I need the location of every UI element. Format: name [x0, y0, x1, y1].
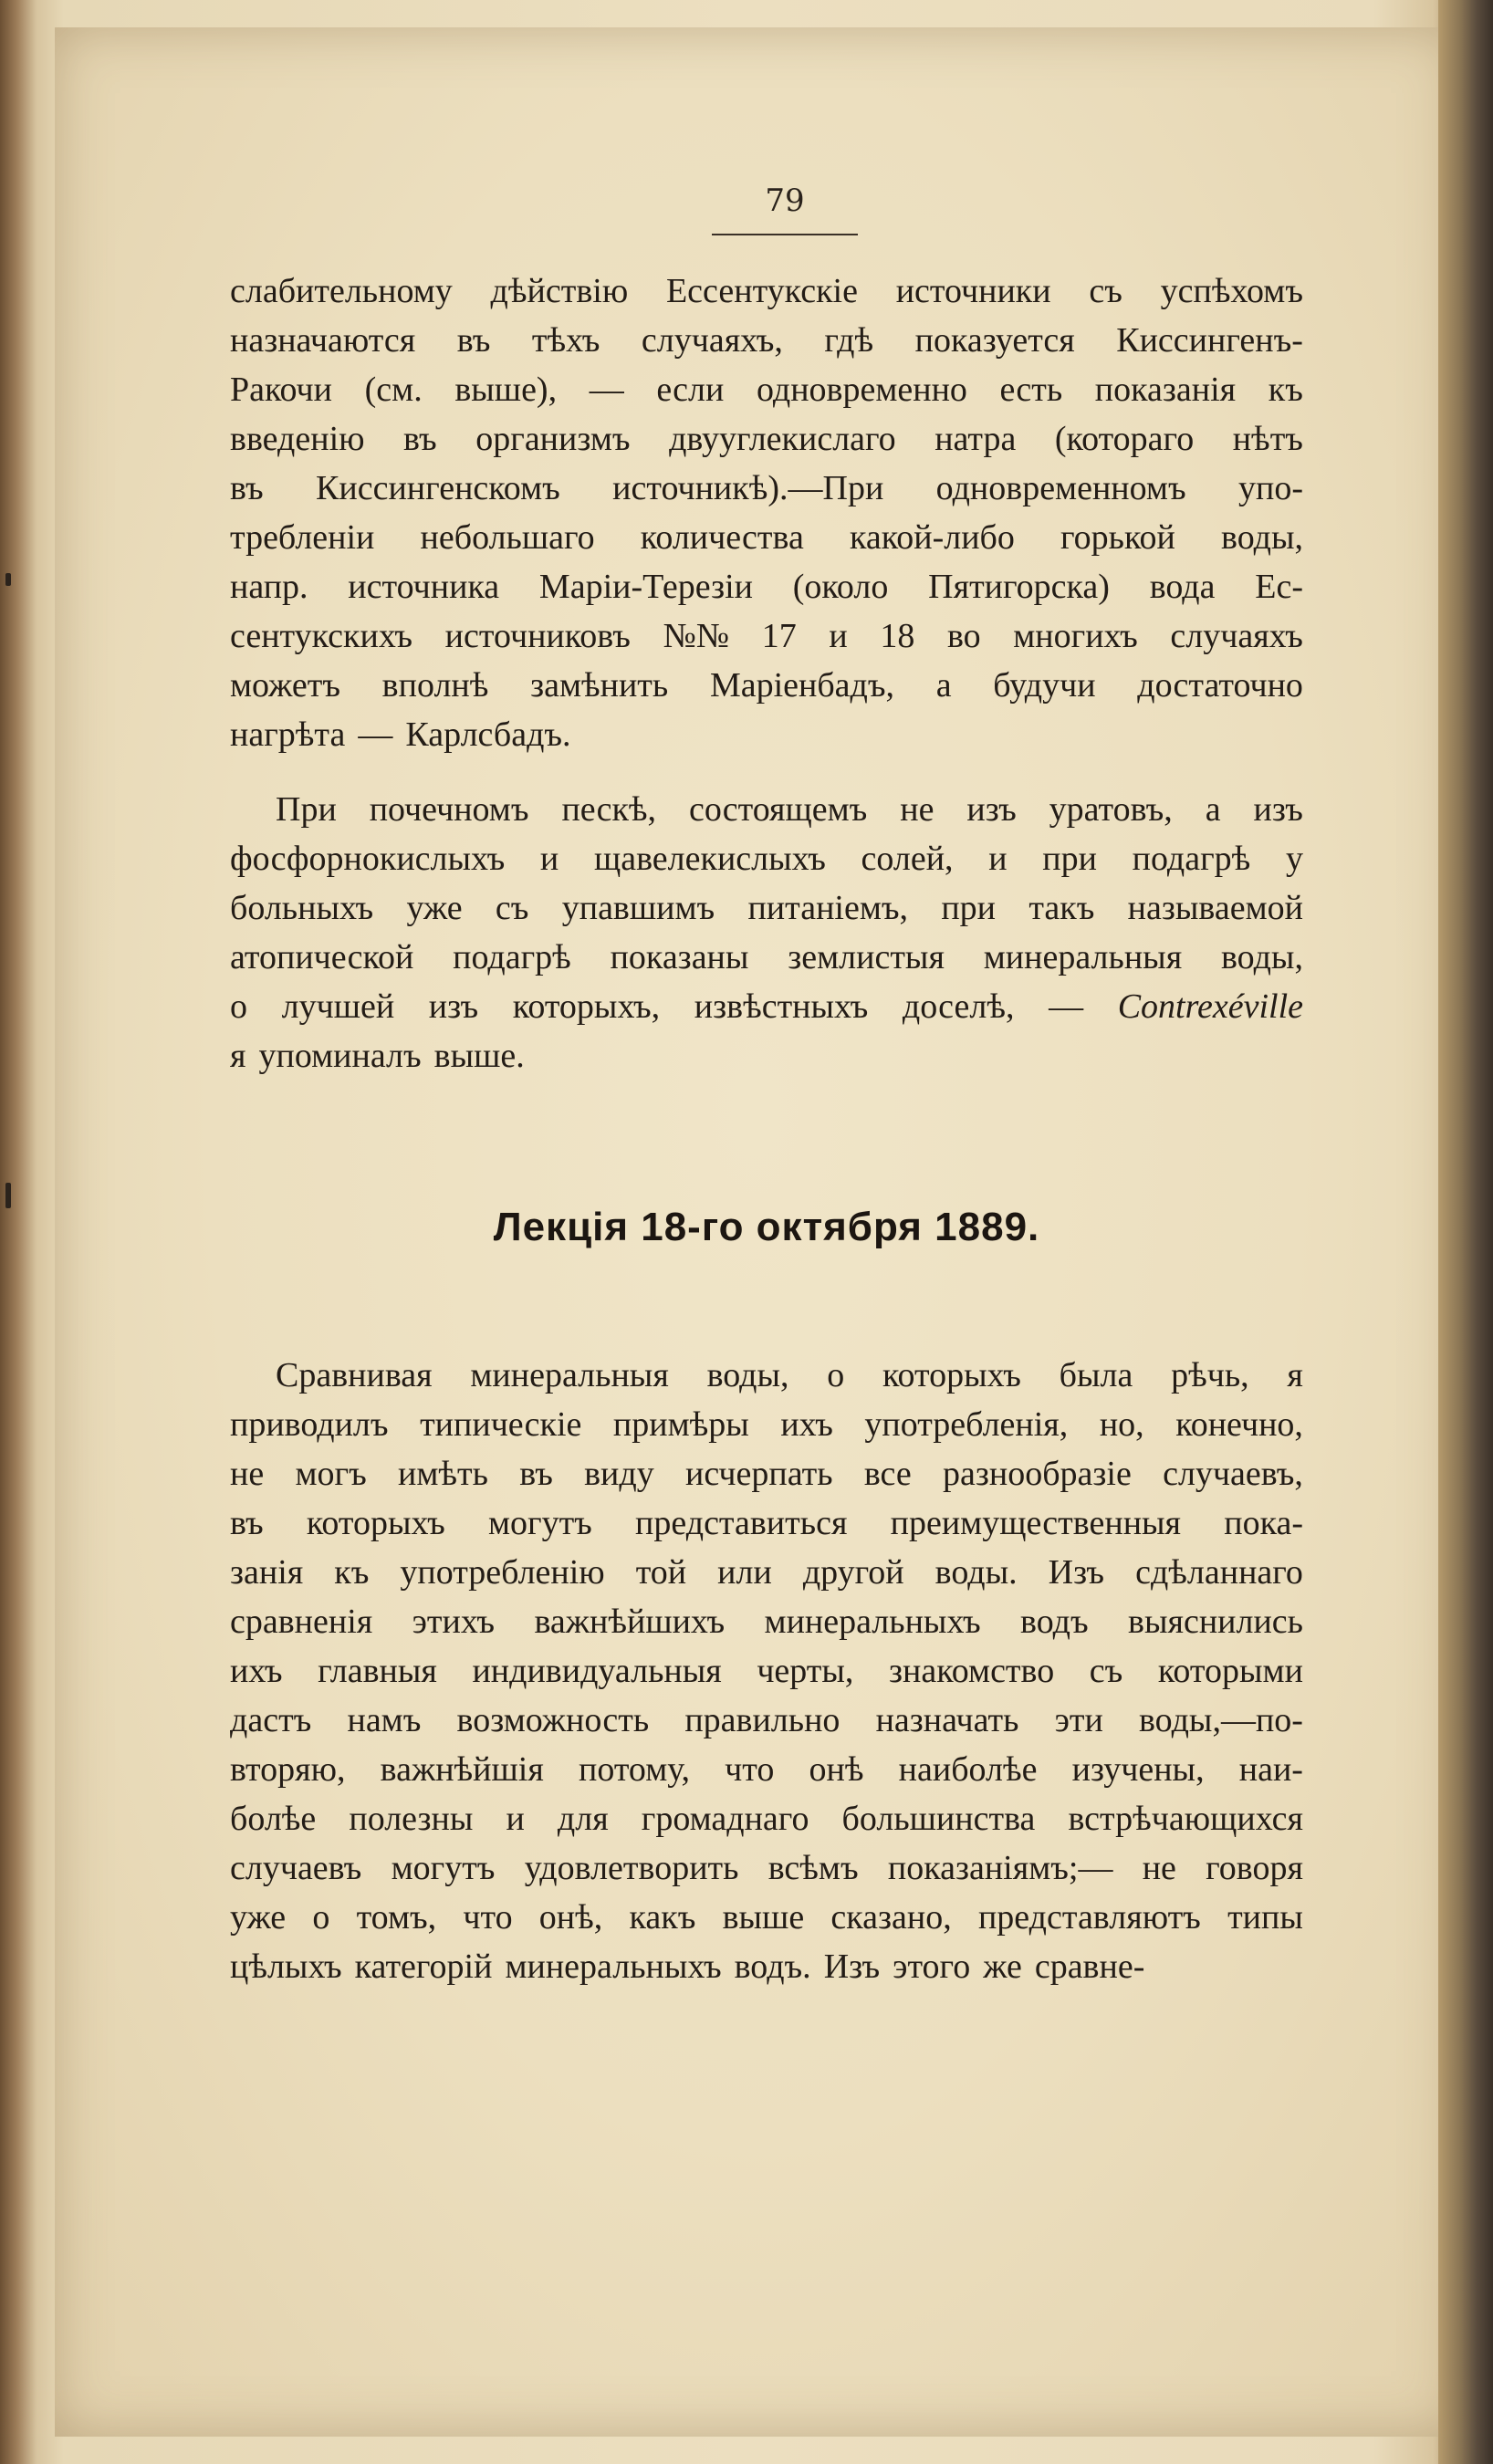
word: —	[589, 371, 624, 409]
text-line	[230, 562, 1303, 611]
text-line	[230, 883, 1303, 933]
word: и	[506, 1800, 525, 1838]
word: о	[827, 1356, 845, 1394]
word: представиться	[635, 1504, 848, 1542]
word: вполнѣ	[381, 666, 489, 705]
word: требленiи	[230, 518, 375, 557]
word: питанiемъ,	[747, 889, 909, 927]
word: лучшей	[281, 987, 395, 1026]
text-line	[230, 365, 1303, 414]
word: типическiе	[420, 1405, 582, 1444]
word: такъ	[1028, 889, 1095, 927]
word: небольшаго	[420, 518, 595, 557]
word: что	[725, 1750, 775, 1789]
word: въ	[230, 469, 264, 507]
book-edge	[1438, 0, 1493, 2464]
word: сентукскихъ	[230, 617, 413, 655]
word: категорiй	[354, 1947, 493, 1986]
word: уже	[406, 889, 463, 927]
lecture-heading: Лекцiя 18-го октября 1889.	[493, 1205, 1040, 1249]
word: уже	[230, 1898, 287, 1937]
text-line	[230, 1351, 1303, 1400]
word: случаевъ	[230, 1849, 362, 1887]
word: Изъ	[823, 1947, 881, 1986]
word: пескѣ,	[561, 790, 657, 829]
text-line	[230, 710, 1303, 759]
word: воды,—по-	[1138, 1701, 1303, 1739]
text-line	[230, 266, 1303, 316]
word: больныхъ	[230, 889, 374, 927]
text-line	[230, 1597, 1303, 1646]
word: этихъ	[412, 1603, 496, 1641]
word: преимущественныя	[890, 1504, 1182, 1542]
word: слабительному	[230, 272, 453, 310]
word: правильно	[684, 1701, 840, 1739]
word: землистыя	[788, 938, 945, 976]
word: я	[1287, 1356, 1303, 1394]
word: Изъ	[1048, 1553, 1105, 1592]
word: достаточно	[1137, 666, 1303, 705]
word: дѣйствiю	[490, 272, 629, 310]
word: минеральныя	[983, 938, 1183, 976]
word: горькой	[1060, 518, 1175, 557]
word: разнообразiе	[942, 1455, 1132, 1493]
word: той	[635, 1553, 687, 1592]
word: одновременно	[756, 371, 967, 409]
text-line	[230, 1745, 1303, 1794]
word: многихъ	[1013, 617, 1138, 655]
text-line	[230, 1893, 1303, 1942]
word: ихъ	[230, 1652, 283, 1690]
word: назначаются	[230, 321, 416, 360]
text-line	[230, 1400, 1303, 1449]
word: называемой	[1127, 889, 1303, 927]
word: напр.	[230, 568, 308, 606]
word: все	[863, 1455, 912, 1493]
word: №№	[663, 617, 730, 655]
word: какъ	[629, 1898, 696, 1937]
word: которыхъ,	[512, 987, 661, 1026]
word: большинства	[841, 1800, 1036, 1838]
text-line	[230, 982, 1303, 1031]
word: съ	[495, 889, 529, 927]
word: онѣ	[809, 1750, 864, 1789]
text-line	[230, 1942, 1303, 1991]
word: нѣтъ	[1232, 420, 1303, 458]
margin-mark	[5, 573, 11, 586]
word: нагрѣта	[230, 715, 346, 754]
word: источниковъ	[444, 617, 631, 655]
word: случаяхъ,	[641, 321, 783, 360]
word: которыхъ	[882, 1356, 1021, 1394]
word: Ессентукскiе	[665, 272, 858, 310]
word: полезны	[349, 1800, 474, 1838]
italic-term: Contrexéville	[1117, 987, 1303, 1026]
word: а	[935, 666, 952, 705]
word: Сравнивая	[276, 1356, 433, 1394]
word: 18	[880, 617, 915, 655]
word: встрѣчающихся	[1068, 1800, 1303, 1838]
word: главныя	[318, 1652, 437, 1690]
word: важнѣйшiя	[380, 1750, 544, 1789]
word: могутъ	[487, 1504, 592, 1542]
word: черты,	[757, 1652, 854, 1690]
word: замѣнить	[530, 666, 669, 705]
word: солей,	[861, 840, 954, 878]
word: я	[230, 1037, 246, 1075]
word: (котораго	[1054, 420, 1195, 458]
word: изучены,	[1071, 1750, 1205, 1789]
word: Марiи-Терезiи	[538, 568, 753, 606]
word: почечномъ	[369, 790, 529, 829]
word: для	[557, 1800, 609, 1838]
text-line	[230, 1498, 1303, 1548]
word: упоминалъ	[258, 1037, 422, 1075]
word: о	[230, 987, 247, 1026]
word: изъ	[428, 987, 479, 1026]
word: намъ	[347, 1701, 422, 1739]
margin-mark	[5, 1183, 11, 1208]
word: какой-либо	[849, 518, 1015, 557]
text-line	[230, 1646, 1303, 1696]
text-line	[230, 316, 1303, 365]
word: употребленiя,	[864, 1405, 1069, 1444]
word: въ	[403, 420, 437, 458]
word: которыхъ	[306, 1504, 445, 1542]
word: громаднаго	[641, 1800, 809, 1838]
word: что	[463, 1898, 513, 1937]
word: изъ	[1253, 790, 1303, 829]
word: подагрѣ	[453, 938, 571, 976]
word: не	[230, 1455, 265, 1493]
page-number: 79	[765, 183, 805, 219]
word: упавшимъ	[561, 889, 715, 927]
word: пока-	[1224, 1504, 1303, 1542]
text-line	[230, 611, 1303, 661]
word: къ	[334, 1553, 370, 1592]
word: и	[988, 840, 1008, 878]
text-line	[230, 1794, 1303, 1843]
word: выше.	[433, 1037, 525, 1075]
word: атопической	[230, 938, 414, 976]
word: количества	[640, 518, 804, 557]
word: показуется	[914, 321, 1075, 360]
word: доселѣ,	[902, 987, 1015, 1026]
word: томъ,	[356, 1898, 437, 1937]
word: Киссингенскомъ	[316, 469, 560, 507]
word: введенiю	[230, 420, 365, 458]
word: но,	[1099, 1405, 1144, 1444]
word: при	[941, 889, 997, 927]
text-line	[230, 834, 1303, 883]
paragraph-2	[230, 785, 1303, 1081]
word: показаны	[610, 938, 749, 976]
word: сказано,	[830, 1898, 952, 1937]
word: можетъ	[230, 666, 340, 705]
word: водъ	[1020, 1603, 1089, 1641]
word: типы	[1227, 1898, 1303, 1937]
text-line	[230, 1696, 1303, 1745]
word: говоря	[1206, 1849, 1303, 1887]
word: этого	[893, 1947, 971, 1986]
word: исчерпать	[684, 1455, 833, 1493]
word: въ	[519, 1455, 553, 1493]
word: уратовъ,	[1049, 790, 1173, 829]
word: показанiя	[1094, 371, 1237, 409]
word: дастъ	[230, 1701, 312, 1739]
text-line	[230, 785, 1303, 834]
word: представляютъ	[977, 1898, 1201, 1937]
word: упо-	[1238, 469, 1303, 507]
word: источника	[348, 568, 500, 606]
word: въ	[456, 321, 491, 360]
word: виду	[584, 1455, 654, 1493]
word: гдѣ	[824, 321, 874, 360]
word: могутъ	[391, 1849, 496, 1887]
paragraph-1	[230, 266, 1303, 759]
word: воды,	[1220, 938, 1303, 976]
word: извѣстныхъ	[694, 987, 869, 1026]
text-line	[230, 661, 1303, 710]
word: ихъ	[780, 1405, 833, 1444]
word: же	[983, 1947, 1022, 1986]
word: минеральныя	[470, 1356, 669, 1394]
word: минеральныхъ	[505, 1947, 722, 1986]
word: занiя	[230, 1553, 304, 1592]
word: сравненiя	[230, 1603, 373, 1641]
word: изъ	[966, 790, 1017, 829]
word: назначать	[875, 1701, 1019, 1739]
text-line	[230, 1843, 1303, 1893]
word: Ес-	[1255, 568, 1303, 606]
word: подагрѣ	[1132, 840, 1251, 878]
word: Киссингенъ-	[1116, 321, 1303, 360]
text-line	[230, 464, 1303, 513]
word: цѣлыхъ	[230, 1947, 342, 1986]
word: о	[312, 1898, 330, 1937]
word: При	[276, 790, 337, 829]
word: если	[656, 371, 725, 409]
word: наиболѣе	[898, 1750, 1038, 1789]
word: а	[1205, 790, 1221, 829]
word: случаевъ,	[1163, 1455, 1303, 1493]
word: могъ	[295, 1455, 367, 1493]
word: Карлсбадъ.	[405, 715, 571, 754]
word: удовлетворить	[524, 1849, 739, 1887]
word: онѣ,	[538, 1898, 603, 1937]
word: будучи	[993, 666, 1096, 705]
word: воды.	[934, 1553, 1018, 1592]
word: болѣе	[230, 1800, 317, 1838]
word: съ	[1089, 272, 1122, 310]
text-line	[230, 1449, 1303, 1498]
word: знакомство	[889, 1652, 1055, 1690]
word: важнѣйшихъ	[534, 1603, 726, 1641]
word: 17	[761, 617, 797, 655]
word: воды,	[706, 1356, 789, 1394]
word: при	[1042, 840, 1097, 878]
word: у	[1286, 840, 1303, 878]
text-line	[230, 513, 1303, 562]
word: не	[900, 790, 934, 829]
word: употребленiю	[400, 1553, 605, 1592]
word: минеральныхъ	[764, 1603, 981, 1641]
word: приводилъ	[230, 1405, 389, 1444]
word: Марiенбадъ,	[709, 666, 895, 705]
paragraph-3	[230, 1351, 1303, 1991]
word: выше	[722, 1898, 805, 1937]
word: есть	[999, 371, 1063, 409]
word: имѣть	[398, 1455, 488, 1493]
word: рѣчь,	[1171, 1356, 1249, 1394]
text-line	[230, 1031, 1303, 1081]
word: —	[358, 715, 393, 754]
word: или	[717, 1553, 772, 1592]
word: во	[946, 617, 981, 655]
word: сравне-	[1034, 1947, 1145, 1986]
word: (см.	[364, 371, 423, 409]
word: одновременномъ	[935, 469, 1186, 507]
word: къ	[1268, 371, 1303, 409]
word: другой	[802, 1553, 904, 1592]
word: Ракочи	[230, 371, 332, 409]
word: источники	[895, 272, 1051, 310]
text-line	[230, 414, 1303, 464]
word: съ	[1089, 1652, 1123, 1690]
word: тѣхъ	[531, 321, 600, 360]
word: эти	[1054, 1701, 1103, 1739]
word: источникѣ).—При	[612, 469, 884, 507]
text-line	[230, 1548, 1303, 1597]
word: успѣхомъ	[1160, 272, 1303, 310]
word: натра	[934, 420, 1017, 458]
word: водъ.	[734, 1947, 811, 1986]
word: вода	[1149, 568, 1216, 606]
word: примѣры	[612, 1405, 749, 1444]
word: наи-	[1238, 1750, 1303, 1789]
word: индивидуальныя	[472, 1652, 722, 1690]
word: не	[1142, 1849, 1176, 1887]
word: возможность	[456, 1701, 650, 1739]
word: была	[1059, 1356, 1133, 1394]
text-line	[230, 933, 1303, 982]
word: въ	[230, 1504, 264, 1542]
word: и	[539, 840, 559, 878]
word: щавелекислыхъ	[593, 840, 826, 878]
word: показанiямъ;—	[887, 1849, 1113, 1887]
word: —	[1049, 987, 1084, 1026]
word: фосфорнокислыхъ	[230, 840, 506, 878]
word: (около	[792, 568, 889, 606]
word: случаяхъ	[1170, 617, 1303, 655]
page-number-rule	[712, 234, 858, 235]
word: воды,	[1221, 518, 1303, 557]
word: и	[829, 617, 848, 655]
word: потому,	[578, 1750, 690, 1789]
word: всѣмъ	[767, 1849, 859, 1887]
word: конечно,	[1175, 1405, 1303, 1444]
word: двууглекислаго	[669, 420, 896, 458]
word: Пятигорска)	[928, 568, 1110, 606]
word: вторяю,	[230, 1750, 346, 1789]
word: организмъ	[475, 420, 631, 458]
word: состоящемъ	[688, 790, 868, 829]
word: которыми	[1157, 1652, 1303, 1690]
word: выяснились	[1128, 1603, 1303, 1641]
word: сдѣланнаго	[1135, 1553, 1303, 1592]
word: выше),	[454, 371, 558, 409]
